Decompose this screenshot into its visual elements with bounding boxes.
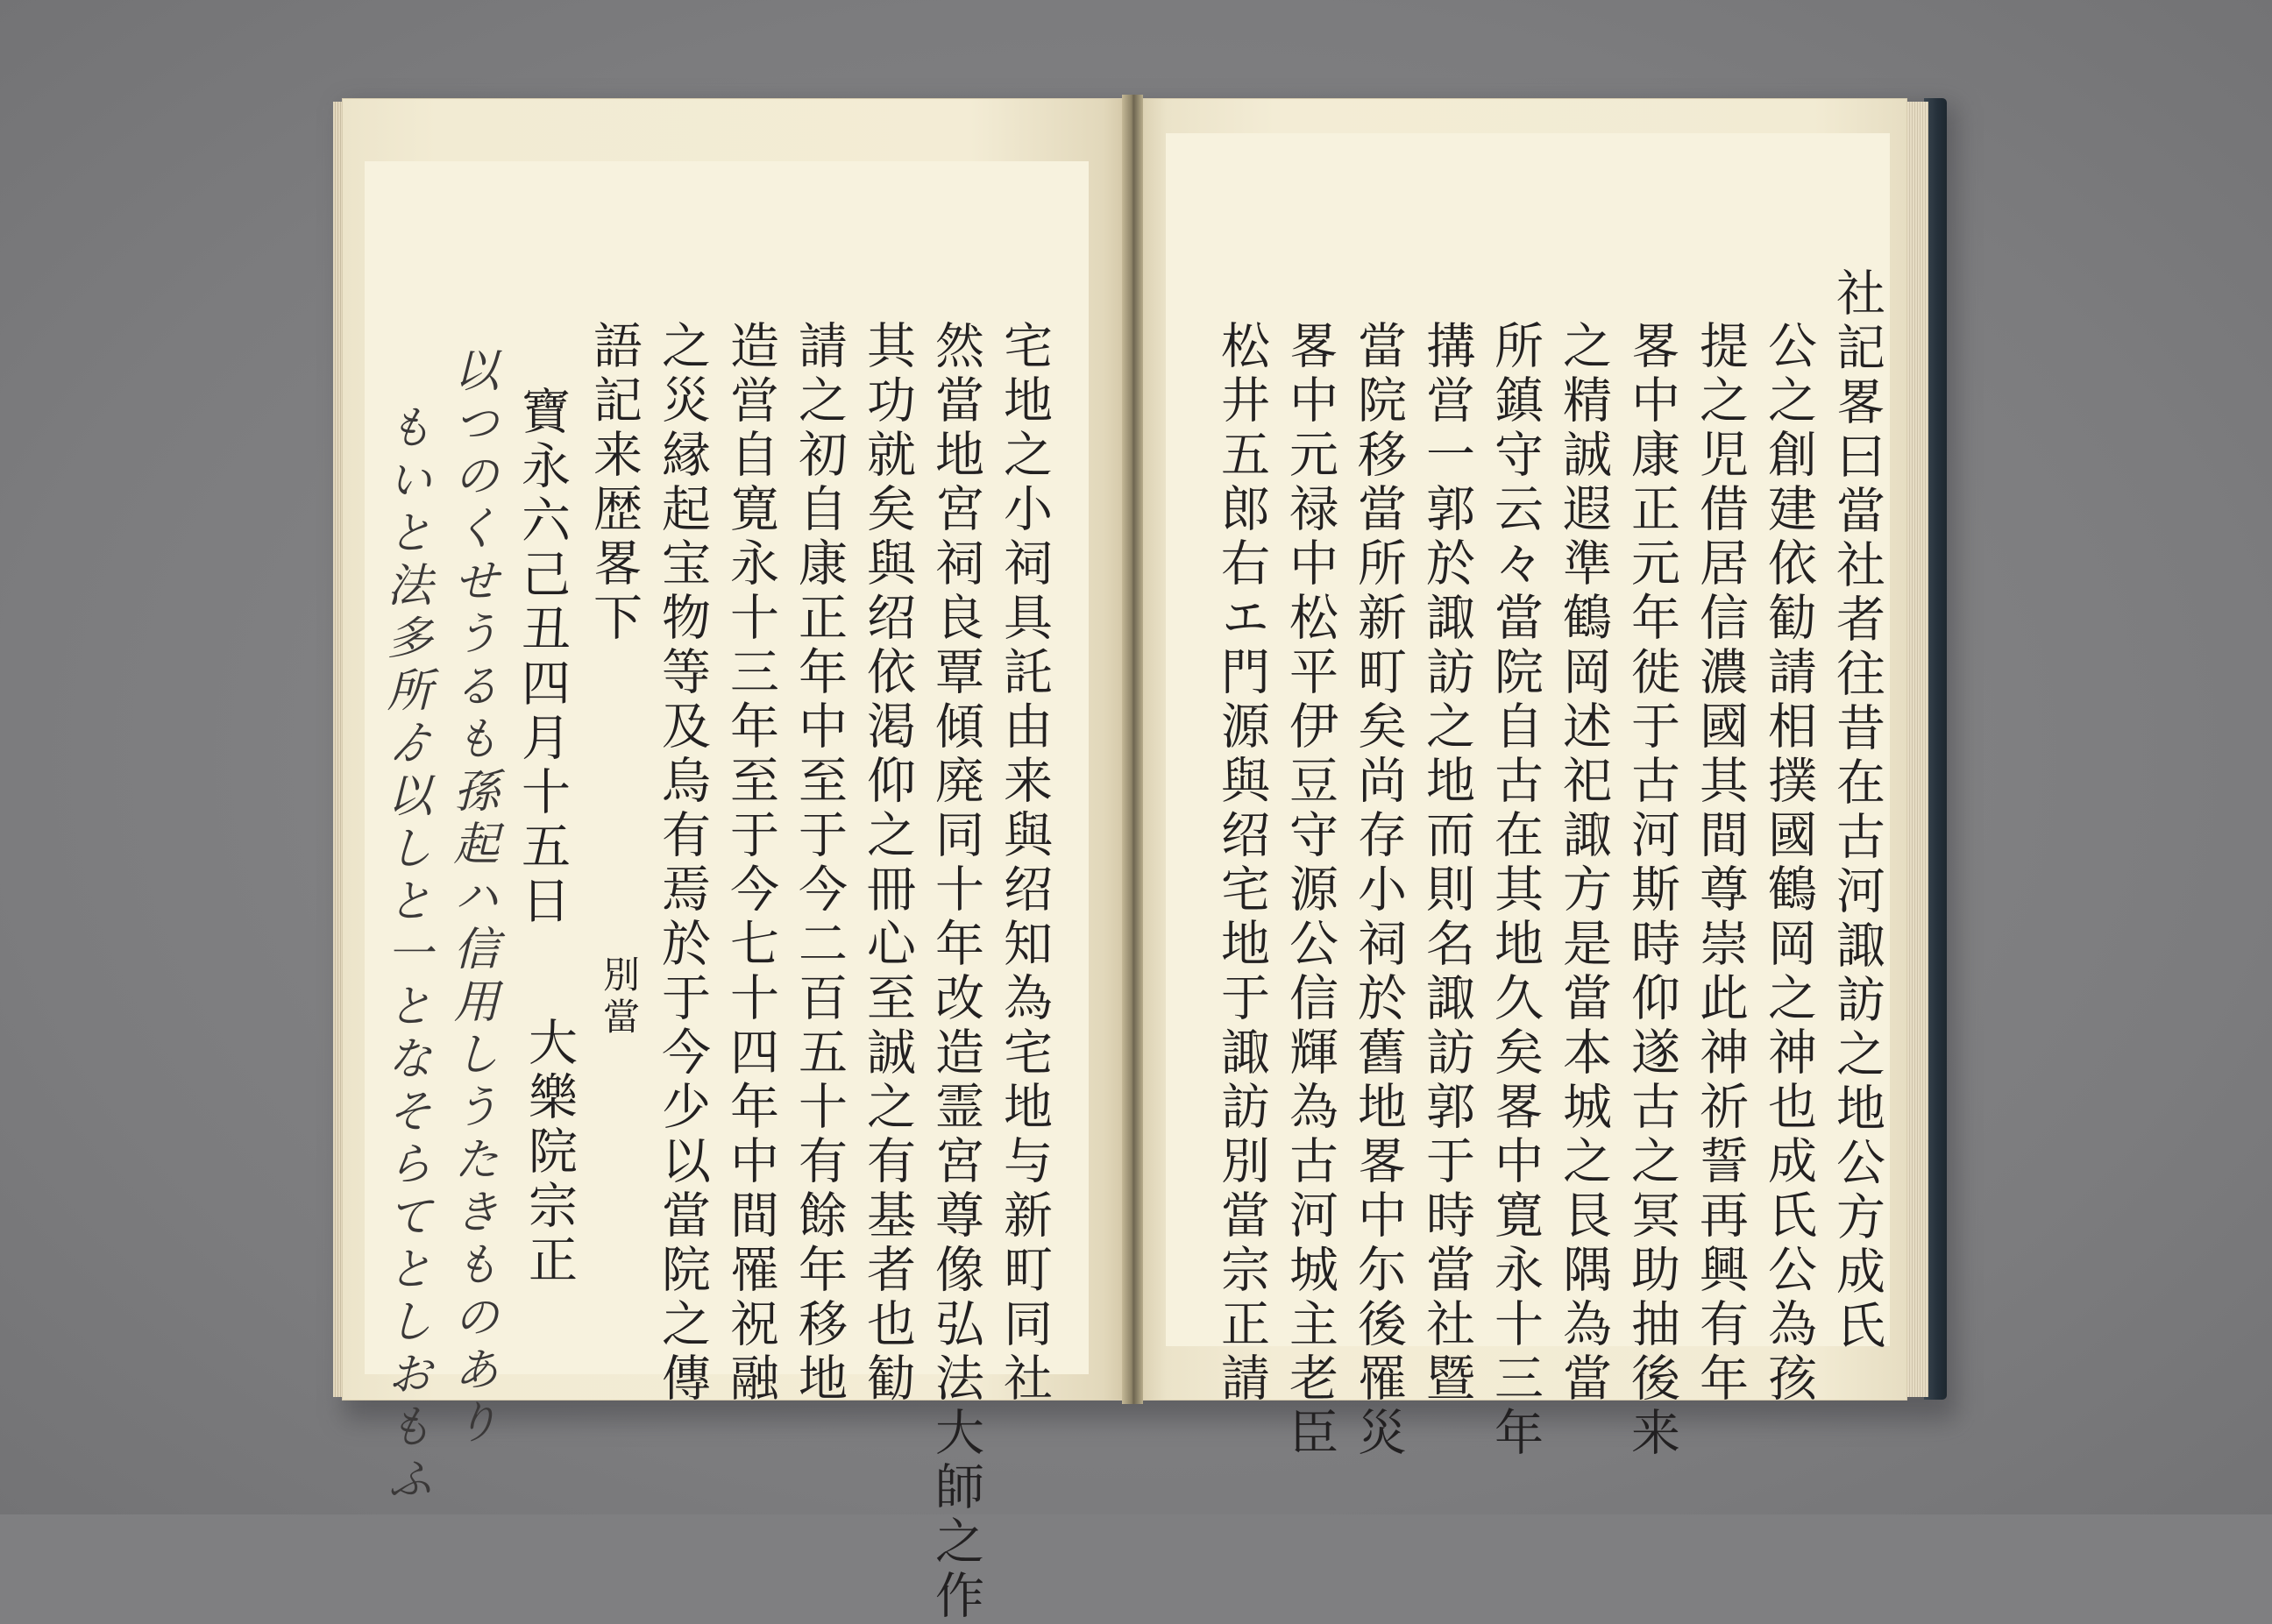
right-column-6: 所鎮守云々當院自古在其地久矣畧中寛永十三年 — [1487, 320, 1544, 1461]
signature: 大樂院宗正 — [521, 1017, 578, 1288]
left-column-1: 宅地之小祠具託由来與绍知為宅地与新町同社 — [996, 320, 1053, 1407]
left-column-3: 其功就矣與绍依渇仰之冊心至誠之有基者也勧 — [859, 320, 916, 1407]
date-line: 寶永六己丑四月十五日 — [514, 386, 571, 929]
right-column-2: 公之創建依勧請相撲國鶴岡之神也成氏公為孩 — [1760, 320, 1817, 1407]
right-column-1: 社記畧曰當社者往昔在古河諏訪之地公方成氏 — [1828, 267, 1885, 1354]
right-column-3: 提之児借居信濃國其間尊崇此神祈誓再興有年 — [1692, 320, 1749, 1407]
right-column-7: 搆営一郭於諏訪之地而則名諏訪郭于時當社暨 — [1418, 320, 1475, 1407]
cursive-column-2: もいと法多所ゟ以しと一となそらてとしおもふ — [379, 403, 431, 1507]
right-column-5: 之精誠遐準鶴岡述祀諏方是當本城之艮隅為當 — [1555, 320, 1612, 1407]
left-column-4: 請之初自康正年中至于今二百五十有餘年移地 — [791, 320, 848, 1407]
right-column-8: 當院移當所新町矣尚存小祠於舊地畧中尓後罹災 — [1350, 320, 1407, 1461]
left-column-2: 然當地宮祠良覃傾廃同十年改造霊宮尊像弘法大師之作 — [927, 320, 984, 1624]
right-column-4: 畧中康正元年徙于古河斯時仰遂古之冥助抽後来 — [1623, 320, 1680, 1461]
right-column-10: 松井五郎右エ門源與绍宅地于諏訪別當宗正請 — [1213, 320, 1270, 1407]
book-gutter — [1122, 95, 1143, 1404]
title-line: 別當 — [598, 955, 641, 1039]
left-column-7: 語記来歴畧下 — [586, 320, 643, 646]
right-column-9: 畧中元禄中松平伊豆守源公信輝為古河城主老臣 — [1282, 320, 1338, 1461]
left-column-5: 造営自寛永十三年至于今七十四年中間罹祝融 — [722, 320, 779, 1407]
left-column-6: 之災縁起宝物等及烏有焉於于今少以當院之傳 — [654, 320, 711, 1407]
cursive-column-1: 以つのくせうるも孫起ハ信用しうたきものあり — [445, 346, 498, 1450]
